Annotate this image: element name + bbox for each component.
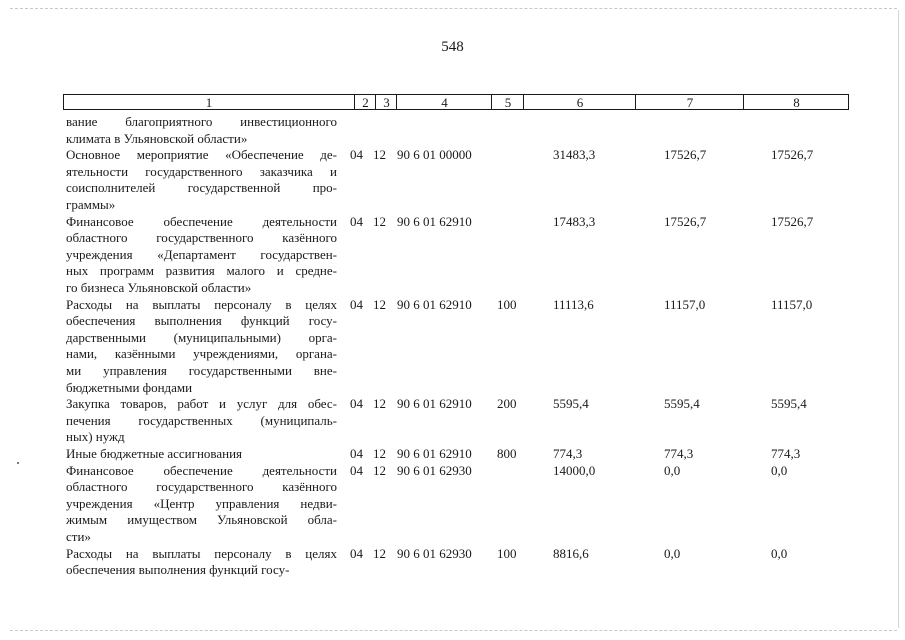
cell-c6: 31483,3 (553, 147, 596, 163)
table-row (0, 546, 905, 579)
cell-c3: 12 (373, 396, 386, 412)
cell-c8: 0,0 (771, 462, 788, 478)
row-description (66, 147, 337, 213)
description-line: Иные бюджетные ассигнования (66, 445, 243, 461)
cell-c5: 100 (497, 296, 517, 312)
description-line: вание благоприятного инвестиционного (66, 114, 337, 129)
table-row (0, 446, 905, 463)
header-col-4: 4 (396, 95, 492, 109)
cell-c7: 5595,4 (664, 396, 700, 412)
description-line: обеспечения выполнения функций госу- (66, 562, 290, 578)
header-col-8: 8 (743, 95, 849, 109)
cell-c7: 17526,7 (664, 147, 707, 163)
cell-c3: 12 (373, 445, 386, 461)
cell-c2: 04 (350, 445, 363, 461)
table-row (0, 214, 905, 297)
table-row (0, 396, 905, 446)
description-line: ятельности государственного заказчика и (66, 163, 337, 179)
description-line: Расходы на выплаты персоналу в целях (66, 545, 337, 561)
cell-c3: 12 (373, 213, 386, 229)
cell-c5: 800 (497, 445, 517, 461)
table-row (0, 114, 905, 147)
table-header (63, 94, 849, 110)
row-description (66, 214, 337, 297)
description-line: жимым имуществом Ульяновской обла- (66, 512, 337, 528)
cell-c6: 14000,0 (553, 462, 596, 478)
cell-c2: 04 (350, 296, 363, 312)
cell-c8: 17526,7 (771, 213, 814, 229)
page-number: 548 (441, 39, 464, 55)
description-line: дарственными (муниципальными) орга- (66, 329, 337, 345)
cell-c8: 5595,4 (771, 396, 807, 412)
cell-c5: 200 (497, 396, 517, 412)
description-line: Расходы на выплаты персоналу в целях (66, 296, 337, 312)
header-col-1: 1 (205, 95, 213, 110)
cell-c2: 04 (350, 396, 363, 412)
description-line: ных) нужд (66, 429, 125, 445)
table-row (0, 147, 905, 213)
cell-c6: 11113,6 (553, 296, 594, 312)
row-description (66, 114, 337, 147)
cell-c8: 0,0 (771, 545, 788, 561)
cell-c4: 90 6 01 62910 (397, 445, 472, 461)
description-line: климата в Ульяновской области» (66, 130, 248, 146)
cell-c3: 12 (373, 462, 386, 478)
cell-c7: 774,3 (664, 445, 694, 461)
cell-c6: 774,3 (553, 445, 583, 461)
cell-c2: 04 (350, 147, 363, 163)
cell-c3: 12 (373, 545, 386, 561)
cell-c7: 17526,7 (664, 213, 707, 229)
cell-c4: 90 6 01 62910 (397, 396, 472, 412)
cell-c7: 0,0 (664, 462, 681, 478)
table-row (0, 297, 905, 397)
description-line: граммы» (66, 196, 116, 212)
description-line: сти» (66, 528, 91, 544)
row-description (66, 446, 337, 463)
description-line: печения государственных (муниципаль- (66, 412, 337, 428)
cell-c2: 04 (350, 462, 363, 478)
header-col-7: 7 (635, 95, 744, 109)
description-line: областного государственного казённого (66, 230, 337, 246)
table-body (0, 114, 905, 579)
header-col-2: 2 (354, 95, 376, 109)
header-col-6: 6 (523, 95, 636, 109)
cell-c7: 0,0 (664, 545, 681, 561)
cell-c4: 90 6 01 62910 (397, 296, 472, 312)
description-line: Финансовое обеспечение деятельности (66, 213, 337, 229)
header-col-3: 3 (375, 95, 397, 109)
row-description (66, 396, 337, 446)
cell-c6: 5595,4 (553, 396, 589, 412)
description-line: Финансовое обеспечение деятельности (66, 462, 337, 478)
description-line: ных программ развития малого и средне- (66, 263, 337, 279)
cell-c6: 17483,3 (553, 213, 596, 229)
description-line: областного государственного казённого (66, 479, 337, 495)
description-line: учреждения «Департамент государствен- (66, 246, 337, 262)
row-description (66, 297, 337, 397)
description-line: Основное мероприятие «Обеспечение де- (66, 147, 337, 163)
cell-c4: 90 6 01 62910 (397, 213, 472, 229)
cell-c4: 90 6 01 62930 (397, 545, 472, 561)
cell-c8: 17526,7 (771, 147, 814, 163)
row-description (66, 546, 337, 579)
row-description (66, 463, 337, 546)
description-line: учреждения «Центр управления недви- (66, 495, 337, 511)
cell-c8: 11157,0 (771, 296, 813, 312)
cell-c6: 8816,6 (553, 545, 589, 561)
cell-c3: 12 (373, 296, 386, 312)
header-col-5: 5 (491, 95, 524, 109)
cell-c2: 04 (350, 213, 363, 229)
cell-c4: 90 6 01 62930 (397, 462, 472, 478)
description-line: бюджетными фондами (66, 379, 193, 395)
description-line: нами, казёнными учреждениями, органа- (66, 346, 337, 362)
cell-c7: 11157,0 (664, 296, 706, 312)
description-line: Закупка товаров, работ и услуг для обес- (66, 396, 337, 412)
cell-c5: 100 (497, 545, 517, 561)
description-line: го бизнеса Ульяновской области» (66, 279, 252, 295)
cell-c8: 774,3 (771, 445, 801, 461)
cell-c4: 90 6 01 00000 (397, 147, 472, 163)
scan-edge-top (10, 8, 897, 9)
table-row (0, 463, 905, 546)
scan-edge-bottom (10, 630, 897, 631)
cell-c2: 04 (350, 545, 363, 561)
description-line: соисполнителей государственной про- (66, 180, 337, 196)
description-line: ми управления государственными вне- (66, 362, 337, 378)
description-line: обеспечения выполнения функций госу- (66, 313, 337, 329)
cell-c3: 12 (373, 147, 386, 163)
